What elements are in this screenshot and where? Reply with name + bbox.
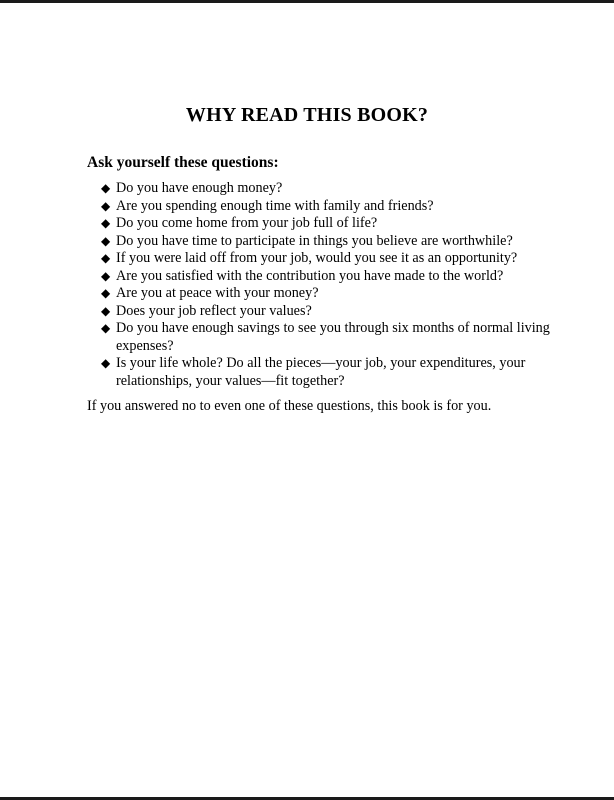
list-item — [101, 215, 551, 233]
diamond-bullet-icon: ◆ — [101, 286, 111, 300]
page-title: WHY READ THIS BOOK? — [185, 104, 429, 127]
question-text: Does your job reflect your values? — [116, 302, 312, 319]
diamond-bullet-icon: ◆ — [101, 356, 111, 370]
question-text: Are you satisfied with the contribution you have made to the world? — [116, 267, 504, 284]
diamond-bullet-icon: ◆ — [101, 198, 111, 213]
diamond-bullet-icon: ◆ — [101, 216, 111, 230]
question-list — [101, 180, 551, 390]
list-item — [101, 320, 551, 355]
diamond-bullet-icon: ◆ — [101, 233, 111, 248]
list-item — [101, 303, 551, 321]
closing-statement: If you answered no to even one of these questions, this book is for you. — [87, 398, 492, 414]
diamond-bullet-icon: ◆ — [101, 181, 111, 195]
list-item — [101, 233, 551, 251]
question-text: If you were laid off from your job, would you see it as an opportunity? — [116, 250, 518, 266]
question-text: Do you have time to participate in things you believe are worthwhile? — [116, 232, 513, 249]
list-item — [101, 268, 551, 286]
diamond-bullet-icon: ◆ — [101, 268, 111, 283]
diamond-bullet-icon: ◆ — [101, 303, 111, 318]
list-item — [101, 250, 551, 268]
question-text: Do you have enough savings to see you through six months of normal living expenses? — [116, 320, 550, 354]
diamond-bullet-icon: ◆ — [101, 321, 111, 335]
list-item — [101, 198, 551, 216]
question-text: Is your life whole? Do all the pieces—your job, your expenditures, your relationships, your values—fit together? — [116, 355, 526, 389]
list-item — [101, 355, 551, 390]
list-item — [101, 285, 551, 303]
list-item — [101, 180, 551, 198]
question-text: Do you come home from your job full of life? — [116, 215, 378, 231]
top-border — [0, 0, 614, 3]
question-text: Are you spending enough time with family and friends? — [116, 197, 434, 214]
diamond-bullet-icon: ◆ — [101, 251, 111, 265]
question-text: Are you at peace with your money? — [116, 285, 319, 301]
questions-subheading: Ask yourself these questions: — [87, 154, 279, 171]
question-text: Do you have enough money? — [116, 180, 283, 196]
